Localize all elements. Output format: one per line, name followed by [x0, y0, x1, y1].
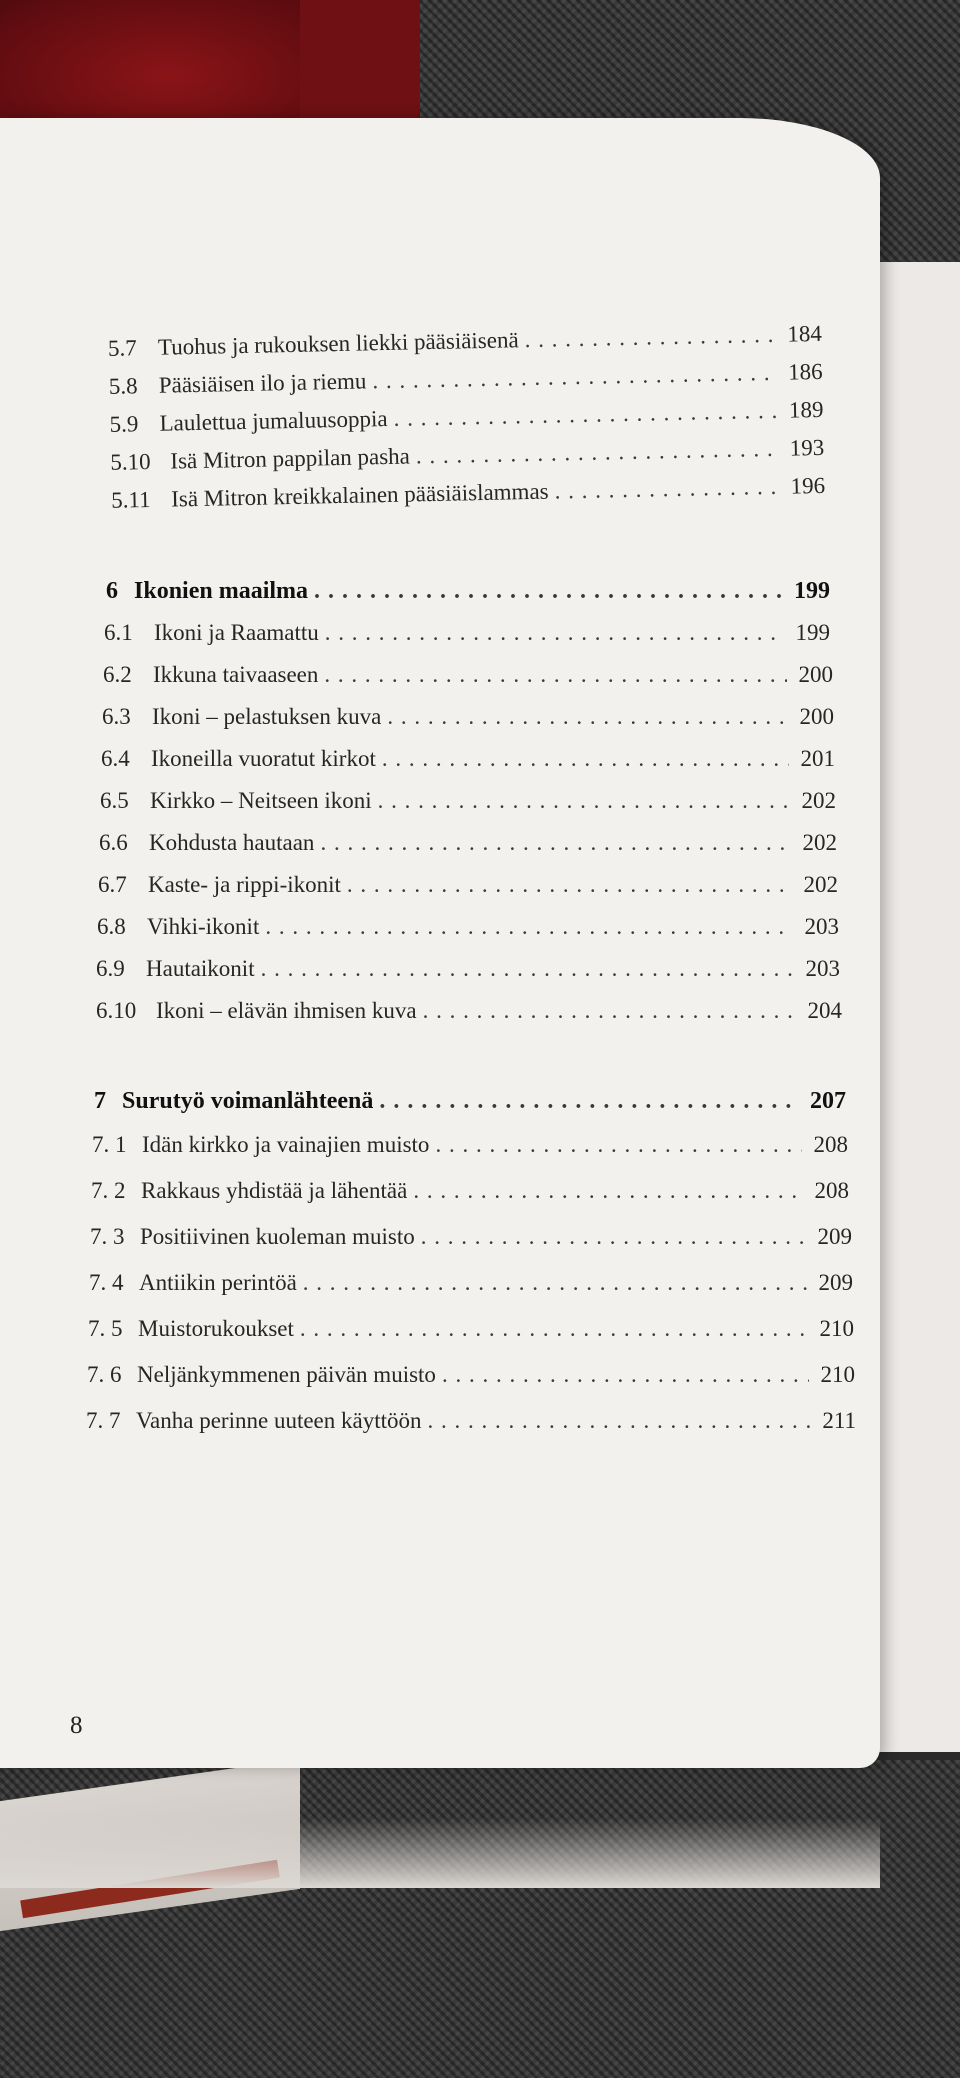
- facing-page-edge: [878, 262, 960, 1752]
- toc-entry-7-5: [88, 1316, 854, 1342]
- toc-entry-number: 5.9: [109, 411, 139, 437]
- toc-entry-6-8: [97, 914, 839, 940]
- chapter-title: Ikonien maailma: [134, 578, 309, 604]
- toc-entry-5-11: [111, 473, 825, 514]
- toc-entry-title: Hautaikonit: [146, 956, 255, 981]
- toc-entry-title: Tuohus ja rukouksen liekki pääsiäisenä: [157, 327, 519, 360]
- toc-entry-number: 6.9: [96, 956, 125, 981]
- toc-entry-number: 5.10: [110, 448, 151, 475]
- toc-section-5: [0, 102, 883, 520]
- toc-entry-title: Laulettua jumaluusoppia: [159, 405, 388, 436]
- toc-entry-5-9: [109, 397, 823, 438]
- toc-entry-number: 5.8: [108, 373, 138, 399]
- toc-entry-page: 186: [787, 358, 823, 385]
- toc-entry-number: 7. 5: [88, 1316, 123, 1341]
- toc-entry-number: 6.1: [104, 620, 133, 645]
- toc-entry-page: 208: [813, 1132, 848, 1157]
- toc-entry-page: 202: [802, 830, 837, 855]
- toc-entry-page: 202: [801, 788, 836, 813]
- toc-entry-7-4: [89, 1270, 853, 1296]
- dot-leader: [325, 620, 784, 646]
- dot-leader: [303, 1270, 807, 1296]
- toc-entry-title: Idän kirkko ja vainajien muisto: [142, 1132, 430, 1157]
- toc-entry-7-6: [87, 1362, 855, 1388]
- toc-entry-page: 209: [817, 1224, 852, 1249]
- toc-entry-page: 203: [804, 914, 839, 939]
- toc-entry-title: Ikoneilla vuoratut kirkot: [151, 746, 376, 771]
- toc-entry-number: 5.7: [107, 335, 138, 361]
- dot-leader: [387, 704, 788, 730]
- dot-leader: [347, 872, 792, 898]
- toc-entry-title: Muistorukoukset: [138, 1316, 294, 1341]
- toc-entry-page: 203: [805, 956, 840, 981]
- toc-entry-6-2: [103, 662, 833, 688]
- toc-entry-title: Neljänkymmenen päivän muisto: [137, 1362, 436, 1387]
- dot-leader: [314, 578, 784, 605]
- toc-entry-page: 208: [814, 1178, 849, 1203]
- toc-entry-number: 7. 2: [91, 1178, 126, 1203]
- dot-leader: [382, 746, 789, 772]
- chapter-page: 199: [794, 578, 830, 604]
- toc-entry-6-3: [102, 704, 834, 730]
- toc-entry-number: 7. 7: [86, 1408, 121, 1433]
- page-number: 8: [70, 1712, 83, 1739]
- toc-entry-title: Ikkuna taivaaseen: [153, 662, 319, 687]
- toc-entry-number: 6.10: [96, 998, 137, 1023]
- toc-entry-6-10: [96, 998, 842, 1024]
- toc-entry-page: 210: [819, 1316, 854, 1341]
- toc-entry-number: 6.8: [97, 914, 126, 939]
- dot-leader: [554, 474, 779, 505]
- toc-entry-6-6: [99, 830, 837, 856]
- toc-entry-page: 210: [820, 1362, 855, 1387]
- toc-entry-title: Ikoni – pelastuksen kuva: [152, 704, 382, 729]
- toc-entry-number: 6.7: [98, 872, 127, 897]
- toc-entry-7-1: [92, 1132, 848, 1158]
- toc-entry-page: 209: [818, 1270, 853, 1295]
- dot-leader: [423, 998, 796, 1024]
- dot-leader: [379, 1088, 800, 1115]
- toc-entry-page: 200: [798, 662, 833, 687]
- toc-entry-number: 7. 3: [90, 1224, 125, 1249]
- toc-entry-5-8: [109, 359, 823, 400]
- toc-entry-title: Rakkaus yhdistää ja lähentää: [141, 1178, 408, 1203]
- toc-entry-page: 196: [790, 472, 826, 499]
- dot-leader: [261, 956, 794, 982]
- toc-entry-5-10: [110, 435, 824, 476]
- toc-entry-title: Kaste- ja rippi-ikonit: [148, 872, 341, 897]
- toc-entry-number: 6.3: [102, 704, 131, 729]
- toc-entry-7-7: [86, 1408, 856, 1434]
- toc-entry-title: Kohdusta hautaan: [149, 830, 315, 855]
- chapter-number: 7: [94, 1088, 106, 1114]
- toc-entry-page: 211: [822, 1408, 856, 1433]
- toc-chapter-6: [106, 578, 830, 605]
- dot-leader: [524, 322, 776, 353]
- dot-leader: [393, 398, 777, 432]
- toc-entry-page: 193: [789, 434, 825, 461]
- toc-entry-page: 189: [788, 396, 824, 423]
- book-page: [0, 118, 880, 1768]
- toc-chapter-7: [94, 1088, 846, 1115]
- chapter-page: 207: [810, 1088, 846, 1114]
- dot-leader: [300, 1316, 808, 1342]
- chapter-title: Surutyö voimanlähteenä: [122, 1088, 374, 1114]
- dot-leader: [378, 788, 790, 814]
- toc-entry-number: 7. 6: [87, 1362, 122, 1387]
- toc-entry-title: Ikoni ja Raamattu: [154, 620, 319, 645]
- dot-leader: [372, 360, 777, 394]
- toc-entry-page: 184: [787, 320, 823, 347]
- page-shadow: [0, 1818, 880, 1888]
- dot-leader: [442, 1362, 809, 1388]
- toc-entry-6-9: [96, 956, 840, 982]
- toc-entry-title: Antiikin perintöä: [139, 1270, 297, 1295]
- toc-entry-number: 7. 4: [89, 1270, 124, 1295]
- toc-entry-page: 202: [803, 872, 838, 897]
- toc-entry-title: Vanha perinne uuteen käyttöön: [136, 1408, 422, 1433]
- toc-entry-title: Pääsiäisen ilo ja riemu: [158, 368, 367, 398]
- toc-entry-5-7: [108, 321, 822, 362]
- toc-entry-title: Isä Mitron pappilan pasha: [170, 443, 411, 474]
- toc-entry-number: 5.11: [110, 486, 151, 513]
- toc-entry-6-5: [100, 788, 836, 814]
- toc-entry-number: 6.5: [100, 788, 129, 813]
- toc-entry-title: Isä Mitron kreikkalainen pääsiäislammas: [170, 478, 549, 512]
- dot-leader: [320, 830, 791, 856]
- toc-entry-number: 6.4: [101, 746, 130, 771]
- toc-entry-7-3: [90, 1224, 852, 1250]
- dot-leader: [428, 1408, 811, 1434]
- toc-entry-title: Vihki-ikonit: [147, 914, 260, 939]
- toc-entry-page: 201: [800, 746, 835, 771]
- toc-entry-title: Positiivinen kuoleman muisto: [140, 1224, 415, 1249]
- chapter-number: 6: [106, 578, 118, 604]
- dot-leader: [435, 1132, 802, 1158]
- toc-entry-title: Ikoni – elävän ihmisen kuva: [156, 998, 417, 1023]
- toc-entry-number: 6.2: [103, 662, 132, 687]
- toc-entry-number: 7. 1: [92, 1132, 127, 1157]
- toc-entry-page: 204: [807, 998, 842, 1023]
- dot-leader: [416, 436, 779, 470]
- toc-entry-page: 200: [799, 704, 834, 729]
- toc-entry-number: 6.6: [99, 830, 128, 855]
- toc-entry-7-2: [91, 1178, 849, 1204]
- toc-entry-title: Kirkko – Neitseen ikoni: [150, 788, 372, 813]
- toc-entry-page: 199: [795, 620, 830, 645]
- dot-leader: [265, 914, 793, 940]
- toc-entry-6-4: [101, 746, 835, 772]
- dot-leader: [421, 1224, 806, 1250]
- toc-entry-6-7: [98, 872, 838, 898]
- dot-leader: [413, 1178, 803, 1204]
- toc-entry-6-1: [104, 620, 830, 646]
- dot-leader: [324, 662, 787, 688]
